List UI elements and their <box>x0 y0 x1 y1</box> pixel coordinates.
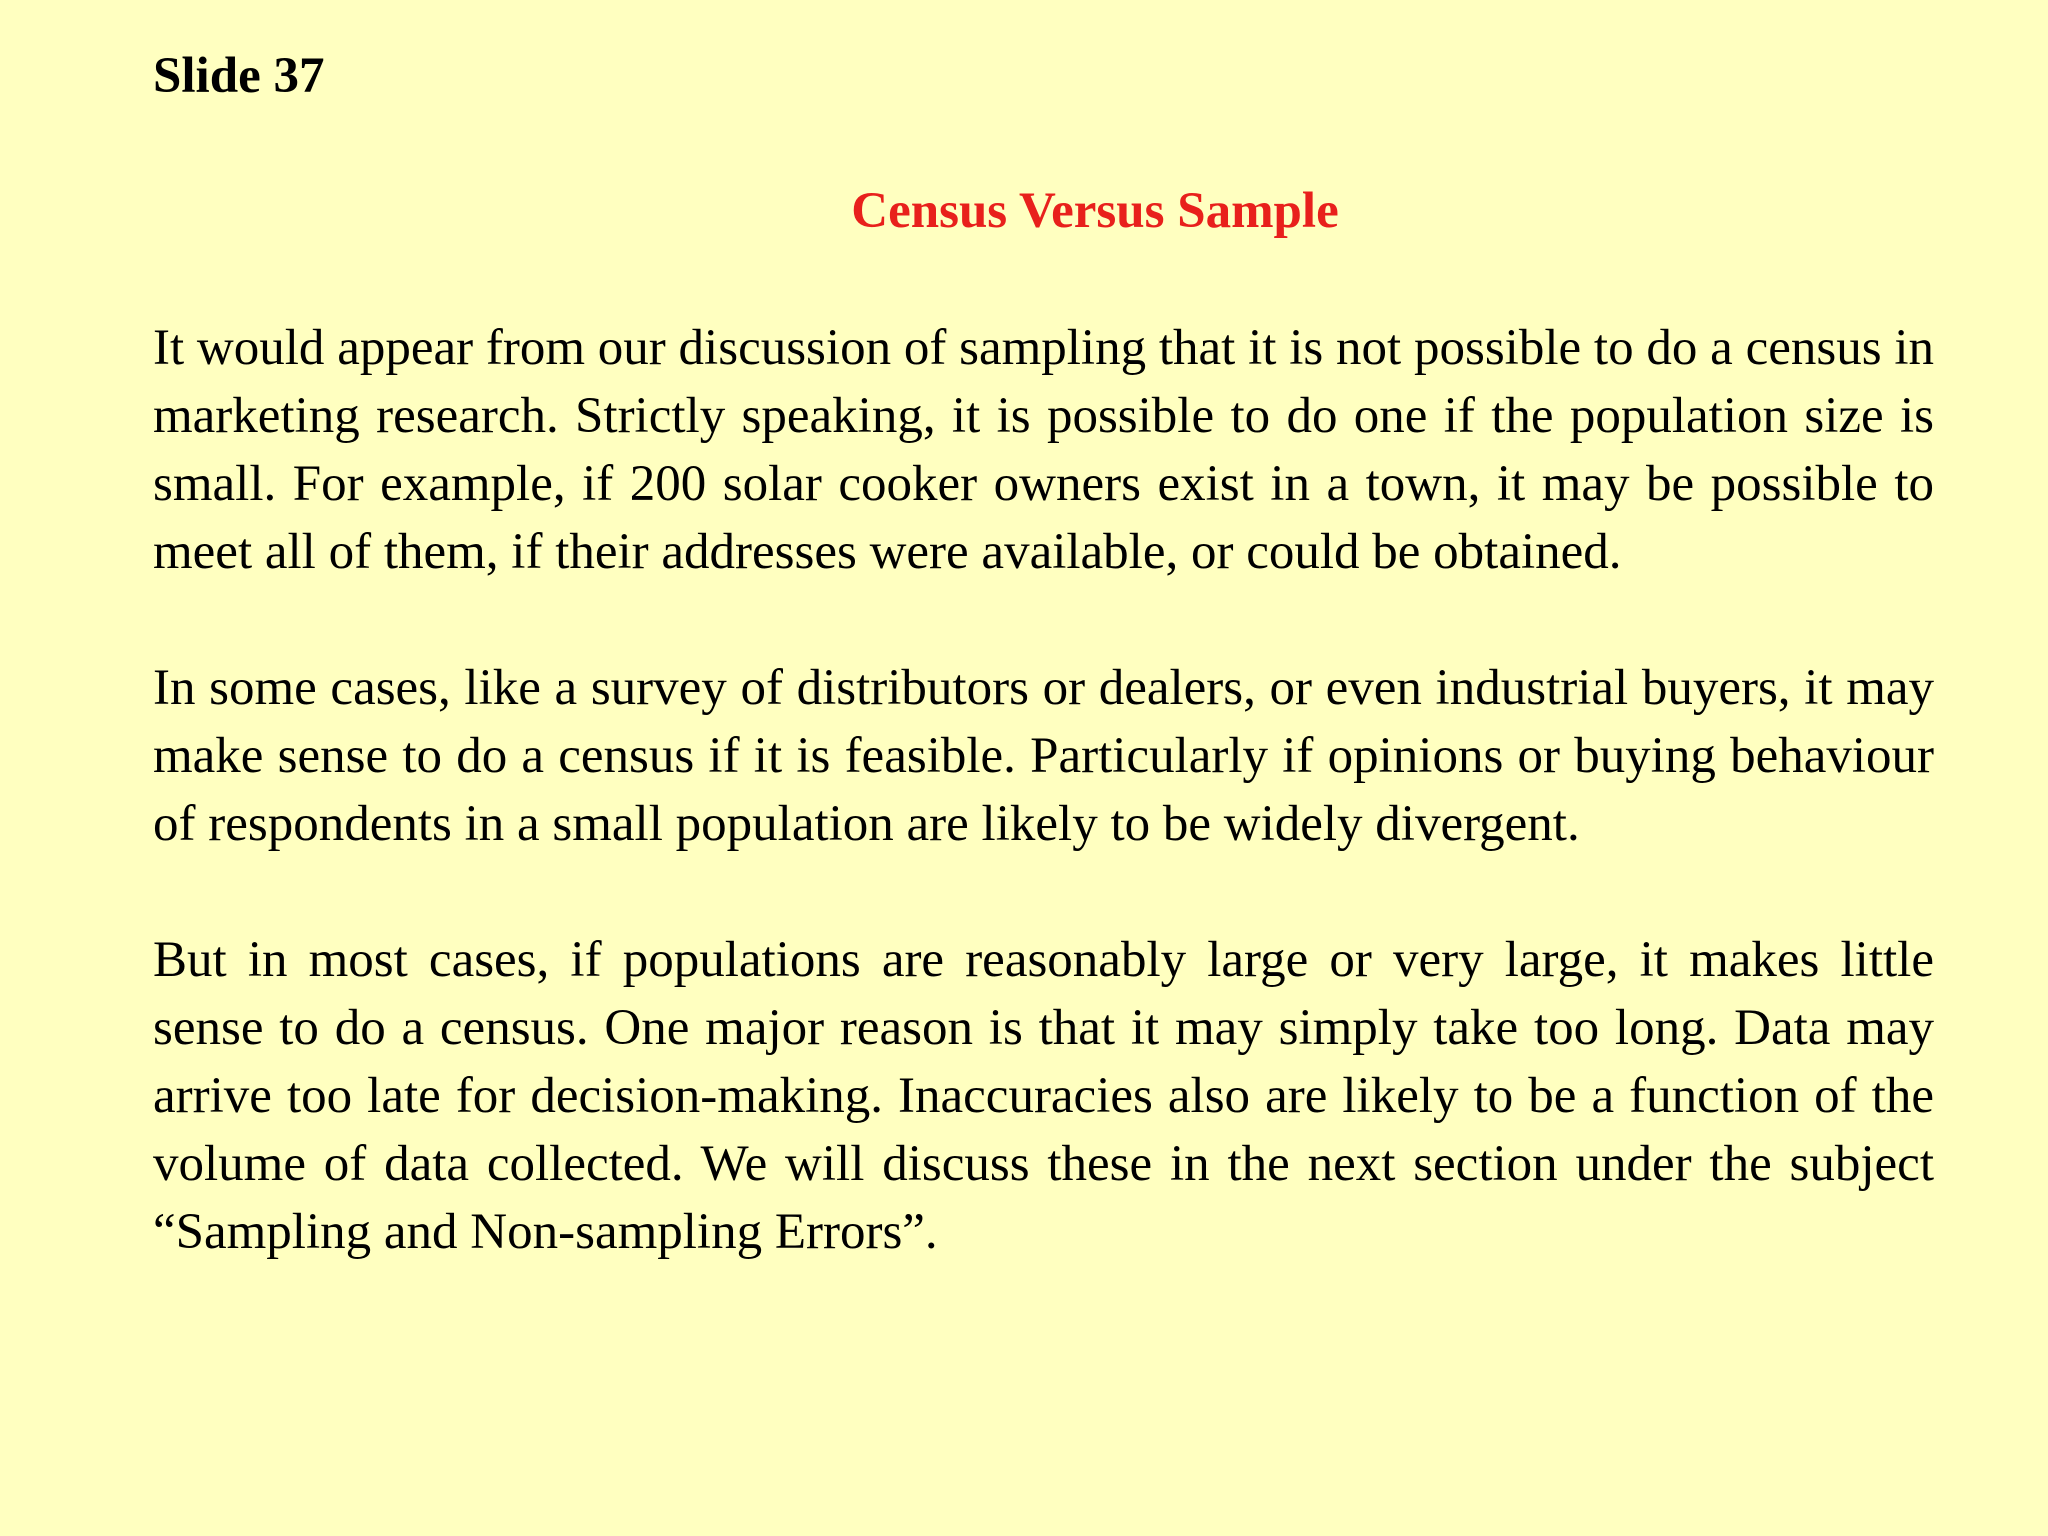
paragraph-census-possible: It would appear from our discussion of sampling that it is not possible to do a census in marketing research. Strictly speaking, it is possible to do one if the population size is small. For example, if 200 solar cooker owners exist in a town, it may be possible to meet all of them, if their addresses were available, or could be obtained. <box>153 320 1934 580</box>
slide-title: Census Versus Sample <box>851 183 1339 239</box>
paragraph-census-large-populations: But in most cases, if populations are reasonably large or very large, it makes little sense to do a census. One major reason is that it may simply take too long. Data may arrive too late for decision-making. Inaccuracies also are likely to be a function of the volume of data collected. We will discuss these in the next section under the subject “Sampling and Non-sampling Errors”. <box>153 932 1934 1260</box>
paragraph-census-feasible: In some cases, like a survey of distributors or dealers, or even industrial buyers, it may make sense to do a census if it is feasible. Particularly if opinions or buying behaviour of respondents in a small population are likely to be widely divergent. <box>153 660 1934 852</box>
slide-body <box>153 314 1934 1266</box>
slide-number: Slide 37 <box>153 48 325 104</box>
